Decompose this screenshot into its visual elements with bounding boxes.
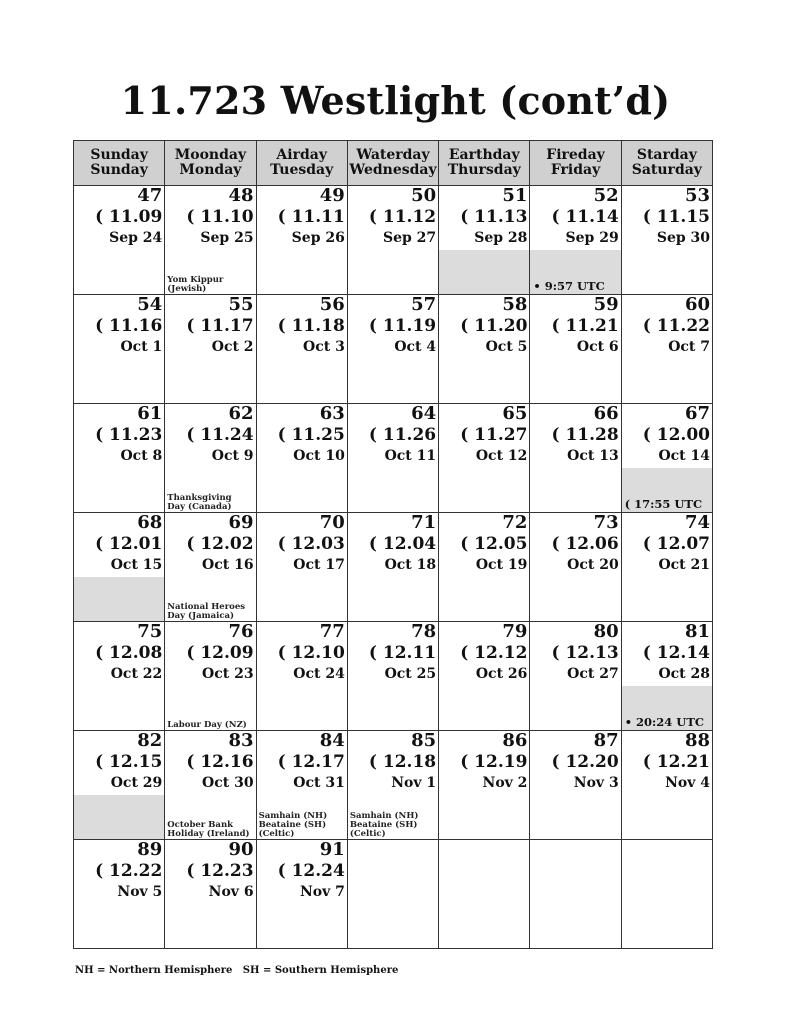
gregorian-date: Oct 8 — [120, 448, 163, 464]
day-cell — [256, 622, 347, 731]
day-cell — [165, 404, 256, 513]
lunar-date: ( 12.01 — [95, 534, 163, 554]
day-cell — [530, 404, 621, 513]
lunar-date: ( 11.11 — [277, 207, 345, 227]
day-number: 65 — [502, 403, 528, 424]
gregorian-date: Oct 6 — [576, 339, 619, 355]
footnote: NH = Northern Hemisphere SH = Southern Hemisphere — [75, 965, 399, 976]
gregorian-date: Nov 5 — [117, 884, 163, 900]
week-row — [74, 840, 713, 949]
lunar-date: ( 11.20 — [460, 316, 528, 336]
gregorian-date: Oct 13 — [567, 448, 619, 464]
holiday-note: National Heroes Day (Jamaica) — [167, 602, 246, 621]
gregorian-date: Oct 15 — [110, 557, 163, 573]
day-cell — [530, 513, 621, 622]
day-number: 79 — [502, 621, 528, 642]
day-number: 82 — [137, 730, 163, 751]
gregorian-date: Sep 29 — [565, 230, 619, 246]
day-cell — [347, 295, 438, 404]
day-cell — [74, 186, 165, 295]
lunar-date: ( 12.07 — [642, 534, 710, 554]
gregorian-date: Sep 28 — [474, 230, 528, 246]
day-cell — [439, 186, 530, 295]
moon-phase-shading — [74, 795, 164, 839]
gregorian-date: Oct 27 — [567, 666, 619, 682]
gregorian-date: Oct 23 — [202, 666, 254, 682]
day-number: 77 — [319, 621, 345, 642]
lunar-date: ( 11.18 — [277, 316, 345, 336]
day-cell — [439, 513, 530, 622]
day-number: 53 — [684, 185, 710, 206]
day-cell — [347, 186, 438, 295]
day-number: 76 — [228, 621, 254, 642]
lunar-date: ( 11.12 — [368, 207, 437, 227]
lunar-date: ( 11.26 — [368, 425, 437, 445]
lunar-date: ( 11.25 — [277, 425, 345, 445]
gregorian-date: Oct 24 — [293, 666, 345, 682]
holiday-note: Samhain (NH) Beataine (SH) (Celtic) — [349, 811, 419, 839]
day-cell — [530, 731, 621, 840]
day-cell — [74, 840, 165, 949]
gregorian-date: Oct 12 — [475, 448, 528, 464]
day-cell — [439, 404, 530, 513]
day-cell — [165, 295, 256, 404]
day-cell — [74, 622, 165, 731]
gregorian-date: Nov 6 — [208, 884, 254, 900]
moon-phase-time: • 9:57 UTC — [533, 279, 605, 293]
day-number: 47 — [137, 185, 163, 206]
lunar-date: ( 12.18 — [368, 752, 437, 772]
gregorian-date: Oct 11 — [384, 448, 437, 464]
lunar-date: ( 12.02 — [186, 534, 254, 554]
gregorian-date: Oct 4 — [394, 339, 437, 355]
lunar-date: ( 12.06 — [551, 534, 619, 554]
gregorian-date: Sep 26 — [291, 230, 345, 246]
lunar-date: ( 12.10 — [277, 643, 345, 663]
day-number: 78 — [411, 621, 437, 642]
day-number: 85 — [411, 730, 437, 751]
gregorian-date: Sep 25 — [200, 230, 254, 246]
lunar-date: ( 11.21 — [551, 316, 619, 336]
gregorian-date: Oct 26 — [475, 666, 528, 682]
day-number: 83 — [228, 730, 254, 751]
gregorian-date: Oct 7 — [668, 339, 710, 355]
day-cell — [347, 731, 438, 840]
lunar-date: ( 11.14 — [551, 207, 619, 227]
day-cell — [621, 513, 712, 622]
lunar-date: ( 11.22 — [642, 316, 710, 336]
day-cell — [256, 513, 347, 622]
empty-day-cell — [530, 840, 621, 949]
day-cell — [165, 513, 256, 622]
day-cell — [165, 622, 256, 731]
day-number: 73 — [593, 512, 619, 533]
empty-day-cell — [439, 840, 530, 949]
lunar-date: ( 12.09 — [186, 643, 254, 663]
day-number: 89 — [137, 839, 163, 860]
gregorian-date: Nov 2 — [482, 775, 528, 791]
lunar-date: ( 11.23 — [95, 425, 163, 445]
day-number: 71 — [411, 512, 437, 533]
lunar-date: ( 12.22 — [95, 861, 163, 881]
gregorian-date: Oct 30 — [202, 775, 254, 791]
day-cell — [256, 731, 347, 840]
day-number: 72 — [502, 512, 528, 533]
week-row — [74, 404, 713, 513]
gregorian-date: Oct 19 — [475, 557, 528, 573]
lunar-date: ( 11.24 — [186, 425, 254, 445]
lunar-date: ( 12.15 — [95, 752, 163, 772]
gregorian-date: Nov 7 — [299, 884, 345, 900]
day-cell — [165, 186, 256, 295]
day-cell — [621, 186, 712, 295]
day-number: 70 — [319, 512, 345, 533]
weekday-header-row — [74, 141, 713, 186]
day-number: 64 — [411, 403, 437, 424]
lunar-date: ( 12.16 — [186, 752, 254, 772]
lunar-date: ( 12.13 — [551, 643, 619, 663]
day-cell — [165, 840, 256, 949]
gregorian-date: Sep 27 — [382, 230, 437, 246]
day-cell — [621, 622, 712, 731]
day-number: 69 — [228, 512, 254, 533]
day-number: 52 — [593, 185, 619, 206]
header-fireday: Fireday Friday — [530, 141, 621, 186]
lunar-date: ( 11.10 — [186, 207, 254, 227]
day-cell — [256, 186, 347, 295]
lunar-date: ( 12.24 — [277, 861, 345, 881]
day-number: 54 — [137, 294, 163, 315]
page-title: 11.723 Westlight (cont’d) — [120, 78, 671, 123]
day-cell — [347, 622, 438, 731]
day-number: 62 — [228, 403, 254, 424]
day-number: 90 — [228, 839, 254, 860]
header-moonday: Moonday Monday — [165, 141, 256, 186]
gregorian-date: Nov 3 — [573, 775, 619, 791]
day-number: 58 — [502, 294, 528, 315]
day-number: 74 — [684, 512, 710, 533]
day-cell — [256, 295, 347, 404]
day-cell — [621, 404, 712, 513]
lunar-date: ( 11.17 — [186, 316, 254, 336]
day-cell — [74, 295, 165, 404]
lunar-date: ( 11.19 — [368, 316, 437, 336]
moon-phase-time: • 20:24 UTC — [624, 715, 705, 729]
lunar-date: ( 11.15 — [642, 207, 710, 227]
day-cell — [165, 731, 256, 840]
lunar-date: ( 12.08 — [95, 643, 163, 663]
day-number: 59 — [593, 294, 619, 315]
day-cell — [256, 840, 347, 949]
lunar-date: ( 12.17 — [277, 752, 345, 772]
gregorian-date: Oct 20 — [567, 557, 619, 573]
day-cell — [439, 731, 530, 840]
week-row — [74, 622, 713, 731]
holiday-note: Samhain (NH) Beataine (SH) (Celtic) — [258, 811, 328, 839]
lunar-date: ( 11.28 — [551, 425, 619, 445]
lunar-date: ( 12.00 — [642, 425, 710, 445]
day-number: 68 — [137, 512, 163, 533]
day-number: 56 — [319, 294, 345, 315]
moon-phase-shading — [439, 250, 529, 294]
holiday-note: October Bank Holiday (Ireland) — [167, 820, 250, 839]
day-cell — [439, 622, 530, 731]
week-row — [74, 513, 713, 622]
lunar-date: ( 12.05 — [460, 534, 528, 554]
holiday-note: Thanksgiving Day (Canada) — [167, 493, 232, 512]
lunar-date: ( 12.12 — [460, 643, 528, 663]
gregorian-date: Oct 3 — [303, 339, 345, 355]
day-number: 55 — [228, 294, 254, 315]
gregorian-date: Nov 1 — [391, 775, 437, 791]
gregorian-date: Oct 14 — [658, 448, 710, 464]
lunar-date: ( 12.19 — [460, 752, 528, 772]
gregorian-date: Oct 29 — [110, 775, 163, 791]
day-cell — [530, 186, 621, 295]
gregorian-date: Oct 18 — [384, 557, 437, 573]
header-waterday: Waterday Wednesday — [347, 141, 438, 186]
gregorian-date: Oct 1 — [120, 339, 163, 355]
day-number: 51 — [502, 185, 528, 206]
week-row — [74, 186, 713, 295]
holiday-note: Labour Day (NZ) — [167, 720, 247, 730]
gregorian-date: Oct 28 — [658, 666, 710, 682]
day-number: 57 — [411, 294, 437, 315]
gregorian-date: Nov 4 — [665, 775, 710, 791]
header-sunday: Sunday Sunday — [74, 141, 165, 186]
day-number: 60 — [684, 294, 710, 315]
day-number: 84 — [319, 730, 345, 751]
day-number: 88 — [684, 730, 710, 751]
lunar-date: ( 12.11 — [368, 643, 437, 663]
day-cell — [621, 295, 712, 404]
lunar-date: ( 11.13 — [460, 207, 528, 227]
gregorian-date: Sep 30 — [656, 230, 710, 246]
day-cell — [347, 513, 438, 622]
day-number: 63 — [319, 403, 345, 424]
gregorian-date: Oct 17 — [293, 557, 345, 573]
gregorian-date: Oct 2 — [211, 339, 254, 355]
lunar-date: ( 12.03 — [277, 534, 345, 554]
lunar-date: ( 11.16 — [95, 316, 163, 336]
moon-phase-shading — [74, 577, 164, 621]
empty-day-cell — [621, 840, 712, 949]
empty-day-cell — [347, 840, 438, 949]
lunar-date: ( 12.04 — [368, 534, 437, 554]
day-number: 75 — [137, 621, 163, 642]
day-number: 49 — [319, 185, 345, 206]
header-earthday: Earthday Thursday — [439, 141, 530, 186]
header-starday: Starday Saturday — [621, 141, 712, 186]
day-number: 91 — [319, 839, 345, 860]
calendar-table — [73, 140, 713, 949]
day-cell — [74, 731, 165, 840]
holiday-note: Yom Kippur (Jewish) — [167, 275, 224, 294]
day-cell — [530, 295, 621, 404]
day-cell — [530, 622, 621, 731]
gregorian-date: Oct 21 — [658, 557, 710, 573]
week-row — [74, 731, 713, 840]
day-number: 80 — [593, 621, 619, 642]
lunar-date: ( 12.20 — [551, 752, 619, 772]
lunar-date: ( 12.14 — [642, 643, 710, 663]
day-number: 87 — [593, 730, 619, 751]
day-cell — [256, 404, 347, 513]
day-cell — [621, 731, 712, 840]
calendar-body — [74, 186, 713, 949]
gregorian-date: Oct 5 — [485, 339, 528, 355]
gregorian-date: Sep 24 — [109, 230, 163, 246]
day-number: 50 — [411, 185, 437, 206]
day-number: 61 — [137, 403, 163, 424]
day-number: 48 — [228, 185, 254, 206]
day-cell — [74, 404, 165, 513]
moon-phase-time: ( 17:55 UTC — [624, 497, 703, 511]
lunar-date: ( 12.21 — [642, 752, 710, 772]
gregorian-date: Oct 16 — [202, 557, 254, 573]
day-cell — [439, 295, 530, 404]
gregorian-date: Oct 10 — [293, 448, 345, 464]
lunar-date: ( 12.23 — [186, 861, 254, 881]
gregorian-date: Oct 25 — [384, 666, 437, 682]
day-number: 66 — [593, 403, 619, 424]
lunar-date: ( 11.27 — [460, 425, 528, 445]
week-row — [74, 295, 713, 404]
day-cell — [347, 404, 438, 513]
gregorian-date: Oct 22 — [110, 666, 163, 682]
day-number: 86 — [502, 730, 528, 751]
lunar-date: ( 11.09 — [95, 207, 163, 227]
gregorian-date: Oct 9 — [211, 448, 254, 464]
header-airday: Airday Tuesday — [256, 141, 347, 186]
gregorian-date: Oct 31 — [293, 775, 345, 791]
day-cell — [74, 513, 165, 622]
day-number: 67 — [684, 403, 710, 424]
day-number: 81 — [684, 621, 710, 642]
